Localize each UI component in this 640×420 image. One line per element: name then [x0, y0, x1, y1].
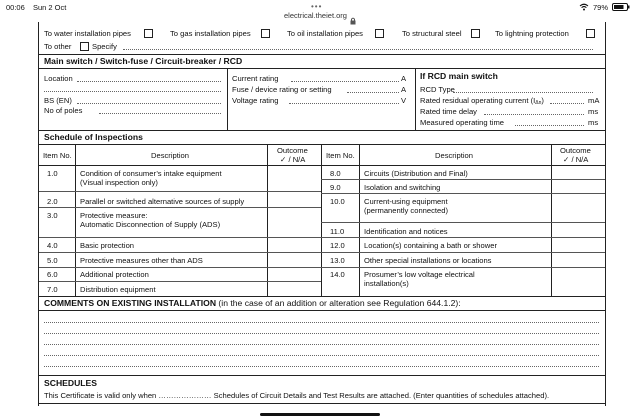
rcd-type-label: RCD Type — [420, 85, 455, 94]
home-indicator[interactable] — [260, 413, 380, 416]
bond-water-label: To water installation pipes — [44, 29, 131, 38]
battery-percent: 79% — [593, 3, 609, 12]
bond-gas-label: To gas installation pipes — [170, 29, 251, 38]
outcome-cell-10[interactable] — [552, 194, 605, 222]
bond-specify-field[interactable] — [123, 49, 593, 50]
bond-other-label: To other — [44, 42, 72, 51]
item-12-no: 12.0 — [330, 241, 345, 250]
bond-gas-checkbox[interactable] — [261, 29, 270, 38]
status-time: 00:06 — [6, 3, 25, 12]
outcome-cell-8[interactable] — [552, 166, 605, 179]
comments-line-4[interactable] — [44, 355, 599, 356]
rcd-delay-unit: ms — [588, 107, 599, 116]
comments-line-3[interactable] — [44, 344, 599, 345]
item-7-no: 7.0 — [47, 285, 58, 294]
outcome-cell-13[interactable] — [552, 253, 605, 267]
item-14-no: 14.0 — [330, 270, 345, 279]
main-switch-heading: Main switch / Switch-fuse / Circuit-breaker / RCD — [44, 56, 243, 66]
item-12-desc: Location(s) containing a bath or shower — [364, 241, 497, 250]
voltage-rating-label: Voltage rating — [232, 96, 279, 105]
item-11-desc: Identification and notices — [364, 227, 448, 236]
bond-oil-checkbox[interactable] — [375, 29, 384, 38]
bond-lightning-label: To lightning protection — [495, 29, 569, 38]
outcome-cell-3[interactable] — [268, 208, 321, 237]
item-3-desc-2: Automatic Disconnection of Supply (ADS) — [80, 220, 221, 229]
rcd-current-field[interactable] — [550, 103, 584, 104]
bond-oil-label: To oil installation pipes — [287, 29, 363, 38]
bond-water-checkbox[interactable] — [144, 29, 153, 38]
item-8-desc: Circuits (Distribution and Final) — [364, 169, 468, 178]
outcome-cell-7[interactable] — [268, 282, 321, 296]
main-switch-poles-field[interactable] — [99, 113, 221, 114]
certificate-page — [38, 22, 606, 406]
item-1-no: 1.0 — [47, 169, 58, 178]
item-1-desc-1: Condition of consumer’s intake equipment — [80, 169, 222, 178]
outcome-cell-1[interactable] — [268, 166, 321, 191]
item-14-desc-1: Prosumer’s low voltage electrical — [364, 270, 475, 279]
url-bar[interactable] — [0, 10, 640, 22]
item-4-no: 4.0 — [47, 241, 58, 250]
item-14-desc-2: installation(s) — [364, 279, 409, 288]
bond-other-checkbox[interactable] — [80, 42, 89, 51]
rcd-current-unit: mA — [588, 96, 600, 105]
outcome-cell-6[interactable] — [268, 268, 321, 281]
item-10-desc-1: Current-using equipment — [364, 197, 448, 206]
main-switch-bs-label: BS (EN) — [44, 96, 72, 105]
outcome-cell-11[interactable] — [552, 223, 605, 237]
item-9-desc: Isolation and switching — [364, 183, 441, 192]
item-6-no: 6.0 — [47, 270, 58, 279]
comments-line-2[interactable] — [44, 333, 599, 334]
rcd-delay-field[interactable] — [484, 114, 584, 115]
fuse-rating-unit: A — [401, 85, 407, 94]
rcd-heading: If RCD main switch — [420, 71, 498, 81]
rcd-measured-label: Measured operating time — [420, 118, 504, 127]
rcd-measured-field[interactable] — [515, 125, 584, 126]
left-col-desc-header: Description — [151, 151, 189, 160]
voltage-rating-unit: V — [401, 96, 407, 105]
item-7-desc: Distribution equipment — [80, 285, 156, 294]
item-5-desc: Protective measures other than ADS — [80, 256, 203, 265]
comments-line-1[interactable] — [44, 322, 599, 323]
bond-steel-label: To structural steel — [402, 29, 462, 38]
item-9-no: 9.0 — [330, 183, 341, 192]
main-switch-poles-label: No of poles — [44, 106, 83, 115]
multitask-dots-icon[interactable]: ••• — [311, 2, 323, 11]
item-13-no: 13.0 — [330, 256, 345, 265]
item-11-no: 11.0 — [330, 227, 345, 236]
right-col-outcome-header: Outcome — [560, 146, 591, 155]
bond-steel-checkbox[interactable] — [471, 29, 480, 38]
comments-heading-line: COMMENTS ON EXISTING INSTALLATION (in the case of an addition or alteration see Regulation 644.1.2): — [44, 298, 461, 308]
item-8-no: 8.0 — [330, 169, 341, 178]
item-3-no: 3.0 — [47, 211, 58, 220]
fuse-rating-field[interactable] — [347, 92, 399, 93]
main-switch-location-field[interactable] — [77, 81, 221, 82]
schedules-text: This Certificate is valid only when ………………… Schedules of Circuit Details and Test Results are attached. (Enter quantities of schedules attached). — [44, 391, 550, 400]
bond-specify-label: Specify — [92, 42, 117, 51]
left-col-outcome-sub: ✓ / N/A — [280, 155, 306, 164]
item-10-no: 10.0 — [330, 197, 345, 206]
outcome-cell-4[interactable] — [268, 238, 321, 252]
url-text: electrical.theiet.org — [284, 11, 347, 20]
current-rating-label: Current rating — [232, 74, 279, 83]
status-date: Sun 2 Oct — [33, 3, 67, 12]
item-13-desc: Other special installations or locations — [364, 256, 492, 265]
fuse-rating-label: Fuse / device rating or setting — [232, 85, 332, 94]
outcome-cell-14[interactable] — [552, 268, 605, 296]
outcome-cell-9[interactable] — [552, 180, 605, 193]
outcome-cell-12[interactable] — [552, 238, 605, 252]
item-3-desc-1: Protective measure: — [80, 211, 148, 220]
item-2-no: 2.0 — [47, 197, 58, 206]
right-col-desc-header: Description — [435, 151, 473, 160]
current-rating-unit: A — [401, 74, 407, 83]
main-switch-bs-field[interactable] — [77, 103, 221, 104]
rcd-delay-label: Rated time delay — [420, 107, 477, 116]
item-2-desc: Parallel or switched alternative sources of supply — [80, 197, 245, 206]
right-col-outcome-sub: ✓ / N/A — [563, 155, 589, 164]
item-1-desc-2: (Visual inspection only) — [80, 178, 158, 187]
rcd-type-field[interactable] — [453, 92, 593, 93]
schedules-heading: SCHEDULES — [44, 378, 98, 388]
schedule-heading: Schedule of Inspections — [44, 132, 143, 142]
item-10-desc-2: (permanently connected) — [364, 206, 448, 215]
item-6-desc: Additional protection — [80, 270, 149, 279]
current-rating-field[interactable] — [291, 81, 399, 82]
comments-line-5[interactable] — [44, 366, 599, 367]
right-col-item-header: Item No. — [326, 151, 355, 160]
rcd-current-label: Rated residual operating current $(I_{\Delta n})$ — [420, 96, 544, 106]
outcome-cell-5[interactable] — [268, 253, 321, 267]
left-col-outcome-header: Outcome — [277, 146, 308, 155]
main-switch-location-field-2[interactable] — [44, 91, 221, 92]
item-5-no: 5.0 — [47, 256, 58, 265]
outcome-cell-2[interactable] — [268, 192, 321, 207]
main-switch-location-label: Location — [44, 74, 73, 83]
item-4-desc: Basic protection — [80, 241, 135, 250]
rcd-measured-unit: ms — [588, 118, 599, 127]
bond-lightning-checkbox[interactable] — [586, 29, 595, 38]
left-col-item-header: Item No. — [43, 151, 72, 160]
voltage-rating-field[interactable] — [289, 103, 399, 104]
